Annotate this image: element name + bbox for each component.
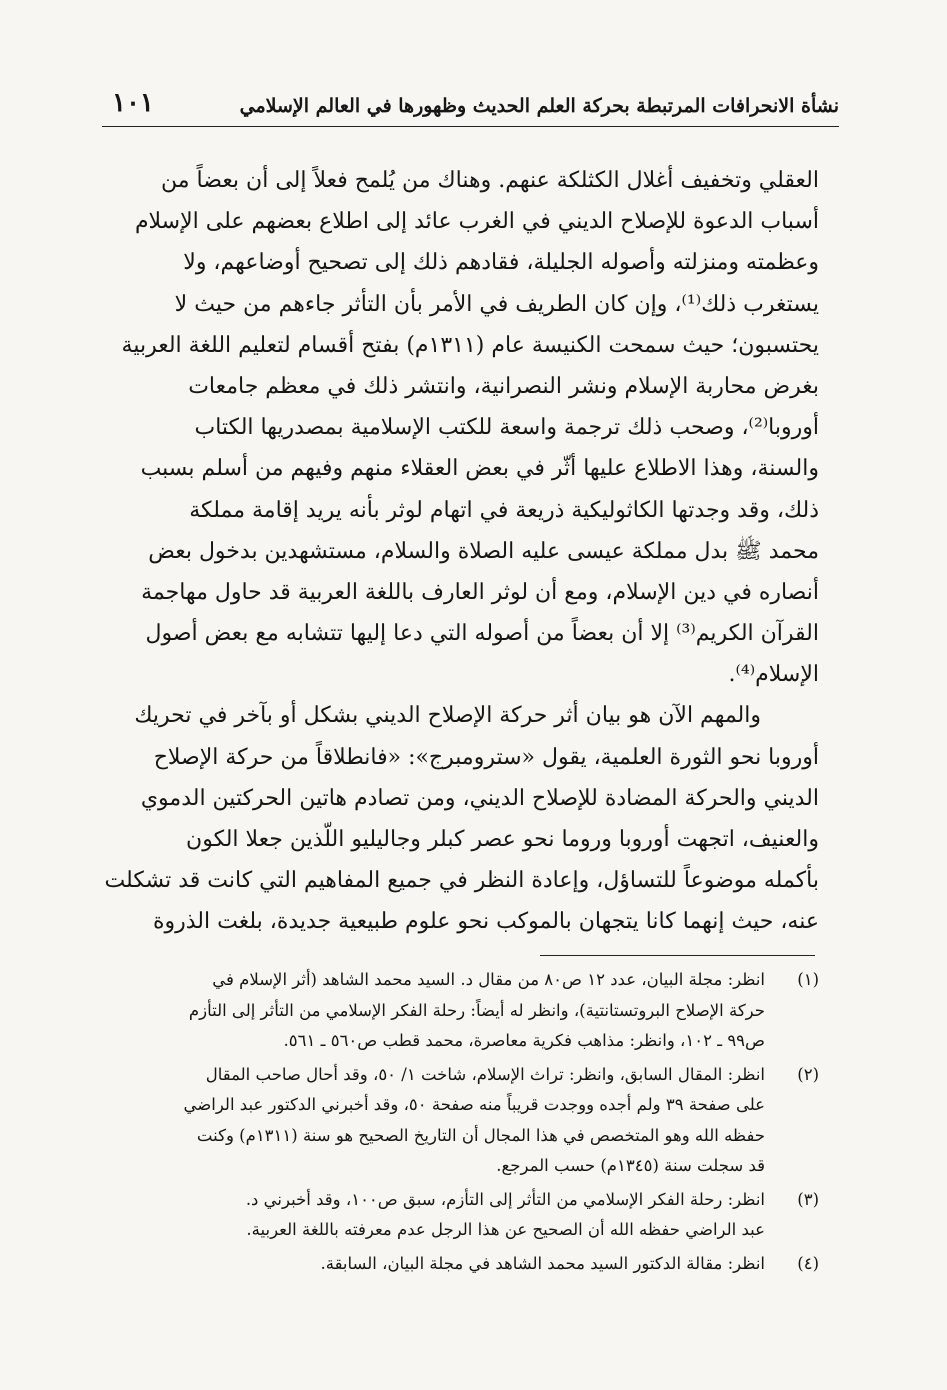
footnote-divider (540, 955, 815, 956)
footnote-number: (٣) (797, 1189, 819, 1209)
text-line: بغرض محاربة الإسلام ونشر النصرانية، وانتشر ذلك في معظم جامعات (188, 373, 819, 399)
page-header (102, 90, 839, 127)
footnote-line: قد سجلت سنة (١٣٤٥م) حسب المرجع. (496, 1156, 765, 1175)
footnote-2 (102, 1060, 819, 1182)
footnote-number: (١) (797, 970, 819, 989)
text-line: أنصاره في دين الإسلام، ومع أن لوثر العارف باللغة العربية قد حاول مهاجمة (141, 579, 819, 605)
text-line: أوروبا⁽²⁾، وصحب ذلك ترجمة واسعة للكتب الإسلامية بمصدريها الكتاب (194, 415, 819, 441)
paragraph-start-line: والمهم الآن هو بيان أثر حركة الإصلاح الديني بشكل أو بآخر في تحريك (134, 703, 761, 729)
text-line: يحتسبون؛ حيث سمحت الكنيسة عام (١٣١١م) بفتح أقسام لتعليم اللغة العربية (121, 332, 819, 358)
footnote-line: على صفحة ٣٩ ولم أجده ووجدت قريباً منه صفحة ٥٠، وقد أخبرني الدكتور عبد الراضي (183, 1095, 765, 1114)
text-line: أسباب الدعوة للإصلاح الديني في الغرب عائد إلى اطلاع بعضهم على الإسلام (134, 209, 819, 235)
text-line: وعظمته ومنزلته وأصوله الجليلة، فقادهم ذلك إلى تصحيح أوضاعهم، ولا (183, 250, 819, 276)
footnote-number: (٢) (797, 1064, 819, 1084)
footnotes (102, 965, 819, 1279)
footnote-number: (٤) (797, 1253, 819, 1273)
text-line: أوروبا نحو الثورة العلمية، يقول «سترومبرج»: «فانطلاقاً من حركة الإصلاح (153, 744, 819, 770)
running-title: نشأة الانحرافات المرتبطة بحركة العلم الحديث وظهورها في العالم الإسلامي (239, 95, 839, 117)
text-line: العقلي وتخفيف أغلال الكثلكة عنهم. وهناك من يُلمح فعلاً إلى أن بعضاً من (161, 168, 819, 193)
footnote-line: عبد الراضي حفظه الله أن الصحيح عن هذا الرجل عدم معرفته باللغة العربية. (246, 1220, 765, 1239)
text-line: الإسلام⁽⁴⁾. (728, 662, 819, 688)
text-line: والعنيف، اتجهت أوروبا وروما نحو عصر كبلر وجاليليو اللّذين جعلا الكون (186, 827, 819, 852)
text-line: ذلك، وقد وجدتها الكاثوليكية ذريعة في اتهام لوثر بأنه يريد إقامة مملكة (189, 497, 819, 523)
footnote-line: ص٩٩ ـ ١٠٢، وانظر: مذاهب فكرية معاصرة، محمد قطب ص٥٦٠ ـ ٥٦١. (283, 1031, 765, 1050)
text-line: والسنة، وهذا الاطلاع عليها أثّر في بعض العقلاء منهم وفيهم من أسلم بسبب (140, 456, 819, 482)
text-line: بأكمله موضوعاً للتساؤل، وإعادة النظر في جميع المفاهيم التي كانت قد تشكلت (104, 868, 819, 894)
text-line: الديني والحركة المضادة للإصلاح الديني، ومن تصادم هاتين الحركتين الدموي (140, 785, 819, 811)
footnote-line: انظر: مجلة البيان، عدد ١٢ ص٨٠ من مقال د. السيد محمد الشاهد (أثر الإسلام في (212, 970, 765, 989)
footnote-4 (102, 1249, 819, 1280)
footnote-3 (102, 1185, 819, 1246)
footnote-1 (102, 965, 819, 1057)
main-text (102, 160, 819, 943)
footnote-line: انظر: المقال السابق، وانظر: تراث الإسلام، شاخت ١/ ٥٠، وقد أحال صاحب المقال (205, 1064, 765, 1084)
text-line: القرآن الكريم⁽³⁾ إلا أن بعضاً من أصوله التي دعا إليها تتشابه مع بعض أصول (145, 621, 819, 647)
footnote-line: حفظه الله وهو المتخصص في هذا المجال أن التاريخ الصحيح هو سنة (١٣١١م) وكنت (196, 1125, 765, 1145)
text-line: عنه، حيث إنهما كانا يتجهان بالموكب نحو علوم طبيعية جديدة، بلغت الذروة (152, 909, 819, 935)
footnote-line: حركة الإصلاح البروتستانتية)، وانظر له أيضاً: رحلة الفكر الإسلامي من التأثر إلى التأزم (188, 1000, 765, 1020)
footnote-line: انظر: مقالة الدكتور السيد محمد الشاهد في مجلة البيان، السابقة. (320, 1253, 765, 1273)
page-number: ١٠١ (112, 88, 154, 118)
text-line: محمد ﷺ بدل مملكة عيسى عليه الصلاة والسلام، مستشهدين بدخول بعض (148, 538, 819, 564)
text-line: يستغرب ذلك⁽¹⁾، وإن كان الطريف في الأمر بأن التأثر جاءهم من حيث لا (174, 291, 819, 317)
footnote-line: انظر: رحلة الفكر الإسلامي من التأثر إلى التأزم، سبق ص١٠٠، وقد أخبرني د. (245, 1189, 765, 1209)
